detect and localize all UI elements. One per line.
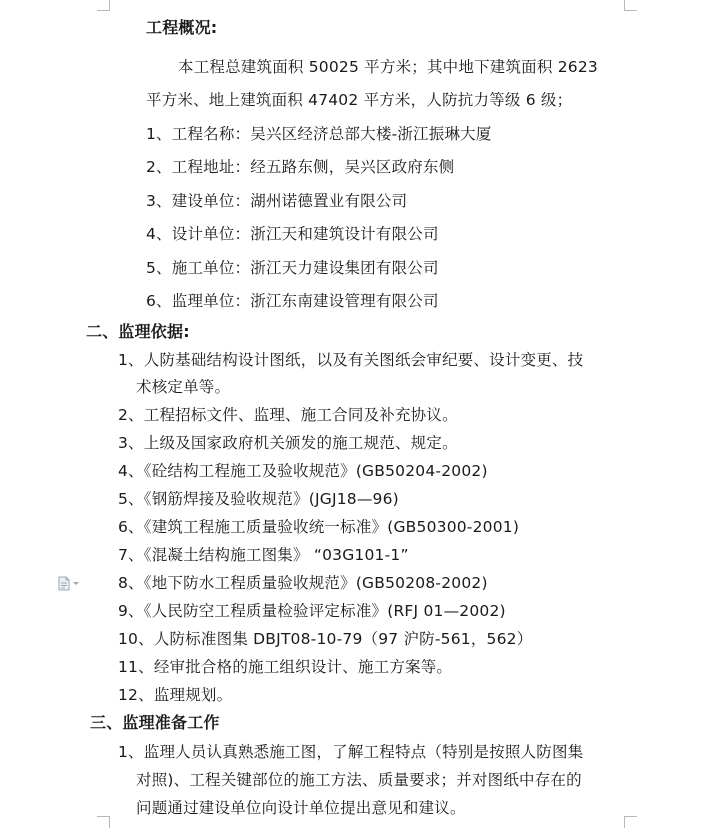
basis-list-item: 2、工程招标文件、监理、施工合同及补充协议。 xyxy=(118,406,458,424)
margin-corner-mark xyxy=(624,0,637,11)
basis-list-item: 1、人防基础结构设计图纸，以及有关图纸会审纪要、设计变更、技 xyxy=(118,351,584,369)
prep-list-item-continuation: 对照)、工程关键部位的施工方法、质量要求；并对图纸中存在的 xyxy=(136,771,582,789)
overview-list-item: 5、施工单位：浙江天力建设集团有限公司 xyxy=(146,259,439,277)
overview-list-item: 2、工程地址：经五路东侧，吴兴区政府东侧 xyxy=(146,158,455,176)
overview-list-item: 4、设计单位：浙江天和建筑设计有限公司 xyxy=(146,225,439,243)
overview-list-item: 3、建设单位：湖州诺德置业有限公司 xyxy=(146,192,408,210)
basis-heading: 二、监理依据: xyxy=(86,322,190,341)
prep-list-item: 1、监理人员认真熟悉施工图，了解工程特点（特别是按照人防图集 xyxy=(118,743,584,761)
basis-list-item-continuation: 术核定单等。 xyxy=(136,378,231,396)
basis-list-item: 8、《地下防水工程质量验收规范》(GB50208-2002) xyxy=(118,574,488,592)
page-icon xyxy=(58,576,70,591)
prep-heading: 三、监理准备工作 xyxy=(90,713,220,732)
overview-paragraph-line: 平方米、地上建筑面积 47402 平方米，人防抗力等级 6 级； xyxy=(146,91,573,109)
overview-list-item: 1、工程名称：吴兴区经济总部大楼-浙江振琳大厦 xyxy=(146,125,492,143)
overview-list-item: 6、监理单位：浙江东南建设管理有限公司 xyxy=(146,292,439,310)
overview-paragraph-line: 本工程总建筑面积 50025 平方米；其中地下建筑面积 2623 xyxy=(178,58,598,76)
basis-list-item: 11、经审批合格的施工组织设计、施工方案等。 xyxy=(118,658,453,676)
overview-heading: 工程概况: xyxy=(146,18,218,37)
margin-corner-mark xyxy=(624,816,637,828)
margin-corner-mark xyxy=(97,0,110,11)
basis-list-item: 7、《混凝土结构施工图集》 “03G101-1” xyxy=(118,546,409,564)
basis-list-item: 9、《人民防空工程质量检验评定标准》(RFJ 01—2002) xyxy=(118,602,506,620)
chevron-down-icon xyxy=(73,582,79,585)
basis-list-item: 6、《建筑工程施工质量验收统一标准》(GB50300-2001) xyxy=(118,518,520,536)
document-options-icon[interactable] xyxy=(58,575,86,591)
prep-list-item-continuation: 问题通过建设单位向设计单位提出意见和建议。 xyxy=(136,799,466,817)
basis-list-item: 10、人防标准图集 DBJT08-10-79（97 沪防-561，562） xyxy=(118,630,533,648)
basis-list-item: 3、上级及国家政府机关颁发的施工规范、规定。 xyxy=(118,434,458,452)
basis-list-item: 12、监理规划。 xyxy=(118,686,233,704)
basis-list-item: 5、《钢筋焊接及验收规范》(JGJ18—96) xyxy=(118,490,399,508)
basis-list-item: 4、《砼结构工程施工及验收规范》(GB50204-2002) xyxy=(118,462,488,480)
margin-corner-mark xyxy=(97,816,110,828)
